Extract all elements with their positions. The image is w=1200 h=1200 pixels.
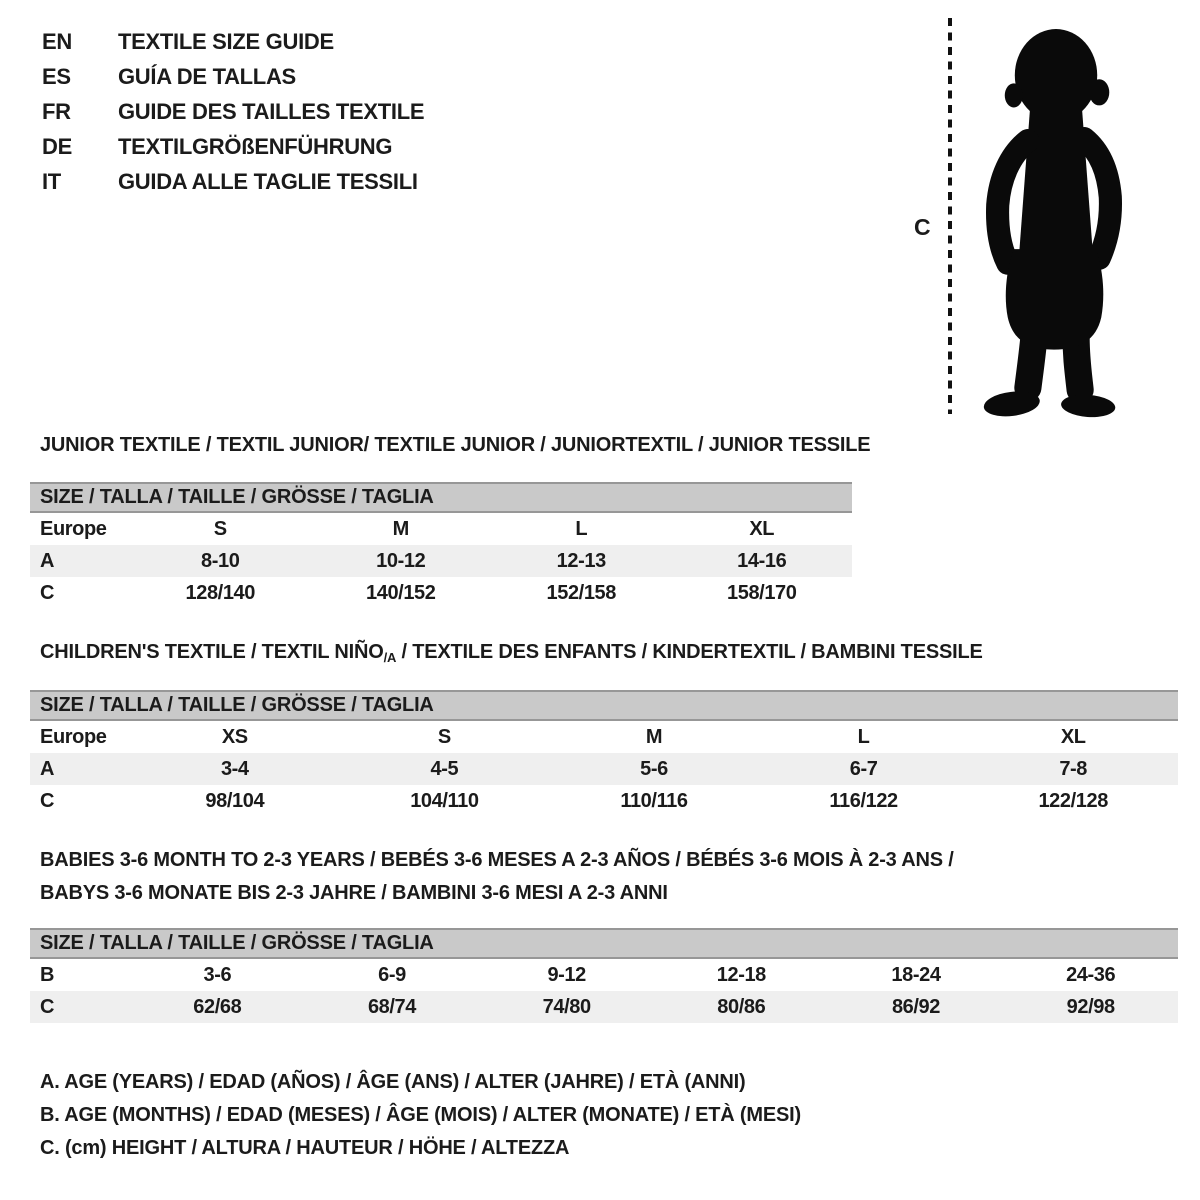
table-row <box>30 577 852 609</box>
row-label: B <box>40 963 55 986</box>
table-cell: M <box>645 725 663 748</box>
language-code: ES <box>42 63 71 89</box>
table-cell: S <box>437 725 451 748</box>
measure-legend <box>40 1071 801 1170</box>
table-cell: 80/86 <box>717 995 766 1018</box>
language-row-fr <box>42 94 424 129</box>
row-label: C <box>40 789 55 812</box>
legend-line-c: C. (cm) HEIGHT / ALTURA / HAUTEUR / HÖHE / ALTEZZA <box>40 1137 570 1159</box>
size-header-bar: SIZE / TALLA / TAILLE / GRÖSSE / TAGLIA <box>30 690 1178 721</box>
table-cell: 74/80 <box>542 995 591 1018</box>
language-code: IT <box>42 168 61 194</box>
language-code: FR <box>42 98 71 124</box>
height-measure-label: C <box>914 214 931 240</box>
babies-size-table <box>30 928 1178 1023</box>
table-row <box>30 785 1178 817</box>
table-row <box>30 991 1178 1023</box>
table-cell: 158/170 <box>727 581 797 604</box>
language-label: GUÍA DE TALLAS <box>118 63 296 89</box>
table-cell: 98/104 <box>205 789 265 812</box>
table-cell: 128/140 <box>185 581 255 604</box>
language-label: GUIDA ALLE TAGLIE TESSILI <box>118 168 418 194</box>
size-header-bar: SIZE / TALLA / TAILLE / GRÖSSE / TAGLIA <box>30 928 1178 959</box>
table-cell: 12-18 <box>716 963 766 986</box>
table-cell: 6-9 <box>378 963 406 986</box>
table-cell: 122/128 <box>1038 789 1108 812</box>
table-cell: 5-6 <box>640 757 668 780</box>
children-section-title <box>40 641 983 664</box>
table-cell: 6-7 <box>849 757 878 780</box>
table-cell: XS <box>221 725 248 748</box>
table-cell: 4-5 <box>430 757 459 780</box>
legend-line-a: A. AGE (YEARS) / EDAD (AÑOS) / ÂGE (ANS) / ALTER (JAHRE) / ETÀ (ANNI) <box>40 1071 746 1093</box>
table-cell: 3-6 <box>203 963 232 986</box>
table-cell: XL <box>749 517 775 540</box>
table-cell: 110/116 <box>620 789 688 812</box>
children-size-table <box>30 690 1178 817</box>
children-title-text: / TEXTILE DES ENFANTS / KINDERTEXTIL / BAMBINI TESSILE <box>396 641 983 663</box>
table-row <box>30 721 1178 753</box>
table-cell: 3-4 <box>220 757 249 780</box>
table-cell: 116/122 <box>829 789 898 812</box>
table-cell: 12-13 <box>556 549 606 572</box>
table-row <box>30 513 852 545</box>
table-cell: L <box>575 517 588 540</box>
table-cell: 8-10 <box>201 549 240 572</box>
table-cell: 9-12 <box>547 963 586 986</box>
language-label: GUIDE DES TAILLES TEXTILE <box>118 98 425 124</box>
row-label: Europe <box>40 517 107 540</box>
language-row-en <box>42 24 424 59</box>
table-row <box>30 753 1178 785</box>
table-cell: 10-12 <box>376 549 426 572</box>
row-label: C <box>40 995 55 1018</box>
language-code: EN <box>42 28 72 54</box>
height-measure-dashed-line <box>946 16 954 416</box>
row-label: Europe <box>40 725 107 748</box>
toddler-silhouette-icon <box>964 18 1142 420</box>
junior-size-table <box>30 482 852 609</box>
table-cell: XL <box>1060 725 1086 748</box>
table-cell: L <box>857 725 870 748</box>
table-cell: 68/74 <box>367 995 417 1018</box>
table-cell: 14-16 <box>737 549 787 572</box>
row-label: A <box>40 757 55 780</box>
junior-section-title: JUNIOR TEXTILE / TEXTIL JUNIOR/ TEXTILE JUNIOR / JUNIORTEXTIL / JUNIOR TESSILE <box>40 434 871 456</box>
children-title-text: CHILDREN'S TEXTILE / TEXTIL NIÑO <box>40 641 384 663</box>
row-label: C <box>40 581 55 604</box>
children-title-subscript: /A <box>383 650 397 665</box>
legend-line-b: B. AGE (MONTHS) / EDAD (MESES) / ÂGE (MOIS) / ALTER (MONATE) / ETÀ (MESI) <box>40 1104 801 1126</box>
table-cell: 152/158 <box>546 581 616 604</box>
toddler-body <box>982 249 1116 419</box>
table-cell: 18-24 <box>891 963 941 986</box>
language-label: TEXTILE SIZE GUIDE <box>118 28 334 54</box>
language-row-de <box>42 129 424 164</box>
table-cell: 24-36 <box>1066 963 1116 986</box>
table-cell: 7-8 <box>1059 757 1088 780</box>
language-title-list <box>42 24 424 199</box>
table-cell: 140/152 <box>366 581 436 604</box>
table-cell: 104/110 <box>410 789 479 812</box>
table-row <box>30 959 1178 991</box>
language-code: DE <box>42 133 72 159</box>
row-label: A <box>40 549 55 572</box>
language-row-es <box>42 59 424 94</box>
babies-section-title-line2: BABYS 3-6 MONATE BIS 2-3 JAHRE / BAMBINI 3-6 MESI A 2-3 ANNI <box>40 882 668 904</box>
language-label: TEXTILGRÖßENFÜHRUNG <box>118 133 393 159</box>
table-row <box>30 545 852 577</box>
table-cell: 92/98 <box>1066 995 1115 1018</box>
table-cell: 86/92 <box>891 995 941 1018</box>
language-row-it <box>42 164 424 199</box>
table-cell: M <box>392 517 409 540</box>
table-cell: S <box>213 517 227 540</box>
size-header-bar: SIZE / TALLA / TAILLE / GRÖSSE / TAGLIA <box>30 482 852 513</box>
babies-section-title-line1: BABIES 3-6 MONTH TO 2-3 YEARS / BEBÉS 3-6 MESES A 2-3 AÑOS / BÉBÉS 3-6 MOIS À 2-3 ANS / <box>40 849 954 871</box>
table-cell: 62/68 <box>193 995 242 1018</box>
